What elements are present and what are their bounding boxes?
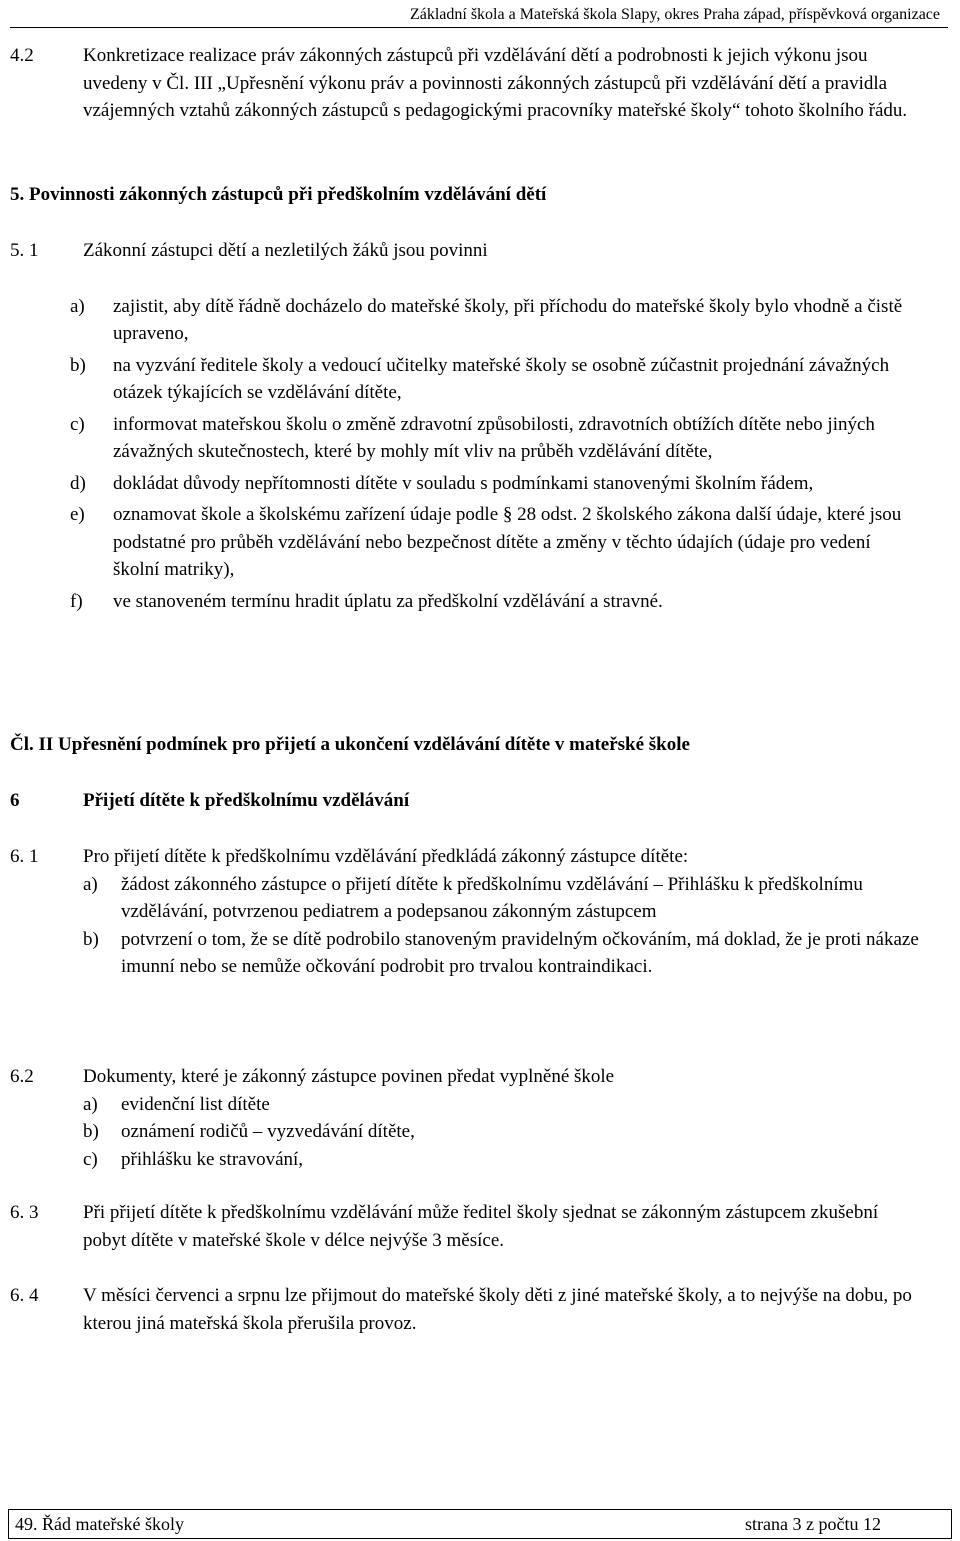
section-number: 6. 3: [10, 1202, 39, 1223]
list-label: a): [70, 295, 85, 317]
list-item: [83, 871, 930, 926]
section-6-2: [10, 1063, 920, 1173]
forms-list: [83, 1091, 920, 1174]
list-label: a): [83, 1093, 98, 1115]
article-2-heading: Čl. II Upřesnění podmínek pro přijetí a ukončení vzdělávání dítěte v mateřské škole: [10, 734, 690, 755]
section-text: Konkretizace realizace práv zákonných zástupců při vzdělávání dětí a podrobnosti k jejich výkonu jsou uvedeny v Čl. III „Upřesnění výkonu práv a povinnosti zákonných zástupců při vzdělávání dětí a pravidla vzájemných vztahů zákonných zástupců s pedagogickými pracovníky mateřské školy“ tohoto školního řádu.: [83, 45, 908, 122]
list-text: dokládat důvody nepřítomnosti dítěte v souladu s podmínkami stanovenými školním řádem,: [113, 472, 814, 494]
section-number: 4.2: [10, 45, 34, 66]
list-item: [83, 1118, 920, 1146]
section-6-heading: [10, 787, 920, 815]
section-heading-text: Přijetí dítěte k předškolnímu vzdělávání: [83, 790, 410, 811]
list-label: f): [70, 591, 83, 613]
list-label: e): [70, 504, 85, 526]
list-item: [70, 293, 920, 348]
list-text: zajistit, aby dítě řádně docházelo do mateřské školy, při příchodu do mateřské školy bylo vhodně a čistě upraveno,: [113, 295, 903, 345]
section-text: Pro přijetí dítěte k předškolnímu vzdělávání předkládá zákonný zástupce dítěte:: [83, 846, 689, 867]
list-label: c): [83, 1148, 98, 1170]
footer-document-title: 49. Řád mateřské školy: [15, 1514, 184, 1534]
section-number: 6: [10, 790, 20, 811]
section-number: 6.2: [10, 1066, 34, 1087]
list-label: b): [83, 1121, 99, 1143]
section-5-heading: 5. Povinnosti zákonných zástupců při předškolním vzdělávání dětí: [10, 184, 547, 205]
section-4-2: [10, 42, 920, 125]
list-item: [83, 1091, 920, 1119]
list-text: žádost zákonného zástupce o přijetí dítěte k předškolnímu vzdělávání – Přihlášku k předškolnímu vzdělávání, potvrzenou pediatrem a podepsanou zákonným zástupcem: [121, 873, 863, 923]
footer-page-number: strana 3 z počtu 12: [745, 1514, 881, 1534]
list-item: [70, 411, 920, 466]
page-footer: [8, 1509, 952, 1539]
section-5-1: [10, 237, 920, 616]
section-number: 5. 1: [10, 240, 39, 261]
section-text: Zákonní zástupci dětí a nezletilých žáků jsou povinni: [83, 240, 488, 261]
list-item: [70, 470, 920, 498]
documents-list: [83, 871, 930, 981]
list-label: d): [70, 472, 86, 494]
section-text: Při přijetí dítěte k předškolnímu vzdělávání může ředitel školy sjednat se zákonným zástupcem zkušební pobyt dítěte v mateřské škole v délce nejvýše 3 měsíce.: [83, 1202, 879, 1251]
list-label: c): [70, 413, 85, 435]
list-label: b): [70, 354, 86, 376]
section-text: Dokumenty, které je zákonný zástupce povinen předat vyplněné škole: [83, 1066, 615, 1087]
section-number: 6. 4: [10, 1285, 39, 1306]
list-item: [70, 501, 920, 584]
section-6-1: [10, 843, 930, 981]
page-header: Základní škola a Mateřská škola Slapy, okres Praha západ, příspěvková organizace: [10, 3, 948, 28]
list-text: oznámení rodičů – vyzvedávání dítěte,: [121, 1121, 415, 1143]
list-label: b): [83, 928, 99, 950]
list-text: potvrzení o tom, že se dítě podrobilo stanoveným pravidelným očkováním, má doklad, že je proti nákaze imunní nebo se nemůže očkování podrobit pro trvalou kontraindikaci.: [121, 928, 919, 978]
section-number: 6. 1: [10, 846, 39, 867]
list-text: ve stanoveném termínu hradit úplatu za předškolní vzdělávání a stravné.: [113, 591, 663, 613]
list-text: oznamovat škole a školskému zařízení údaje podle § 28 odst. 2 školského zákona další údaje, které jsou podstatné pro průběh vzdělávání nebo bezpečnost dítěte a změny v těchto údajích (údaje pro vedení školní matriky),: [113, 504, 902, 581]
list-text: na vyzvání ředitele školy a vedoucí učitelky mateřské školy se osobně zúčastnit projednání závažných otázek týkajících se vzdělávání dítěte,: [113, 354, 890, 404]
list-item: [70, 588, 920, 616]
list-text: evidenční list dítěte: [121, 1093, 270, 1115]
duties-list: [70, 293, 920, 616]
list-item: [83, 926, 930, 981]
section-text: V měsíci červenci a srpnu lze přijmout do mateřské školy děti z jiné mateřské školy, a to nejvýše na dobu, po kterou jiná mateřská škola přerušila provoz.: [83, 1285, 912, 1334]
list-item: [83, 1146, 920, 1174]
list-item: [70, 352, 920, 407]
section-6-3: [10, 1199, 920, 1254]
list-text: přihlášku ke stravování,: [121, 1148, 304, 1170]
section-6-4: [10, 1282, 940, 1337]
list-text: informovat mateřskou školu o změně zdravotní způsobilosti, zdravotních obtížích dítěte nebo jiných závažných skutečnostech, které by mohly mít vliv na průběh vzdělávání dítěte,: [113, 413, 875, 463]
list-label: a): [83, 873, 98, 895]
